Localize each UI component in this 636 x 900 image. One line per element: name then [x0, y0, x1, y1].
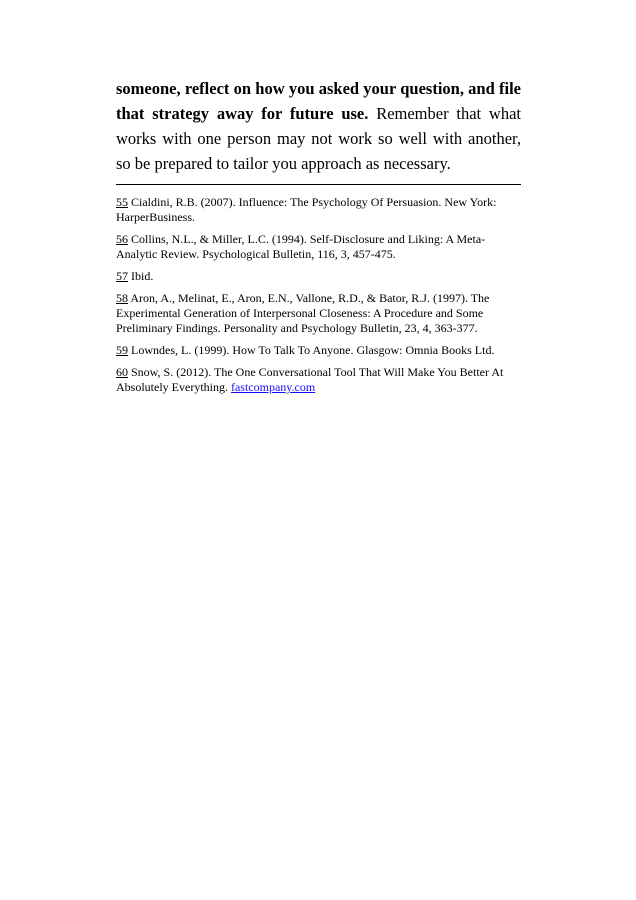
footnotes-list — [116, 195, 521, 395]
fastcompany-link[interactable]: fastcompany.com — [230, 380, 316, 394]
footnote-number-link[interactable]: 60 — [116, 365, 128, 379]
footnote-number-link[interactable]: 55 — [116, 195, 128, 209]
footnote-55 — [116, 195, 521, 225]
footnote-number-link[interactable]: 56 — [116, 232, 128, 246]
footnote-number-link[interactable]: 59 — [116, 343, 128, 357]
footnote-58 — [116, 291, 521, 336]
footnote-60 — [116, 365, 521, 395]
document-page-content — [116, 76, 521, 402]
body-paragraph — [116, 76, 521, 176]
footnote-text: Collins, N.L., & Miller, L.C. (1994). Self-Disclosure and Liking: A Meta-Analytic Review. Psychological Bulletin, 116, 3, 457-475. — [116, 232, 486, 261]
footnote-number-link[interactable]: 57 — [116, 269, 128, 283]
footnote-56 — [116, 232, 521, 262]
footnote-text: Ibid. — [128, 269, 154, 283]
footnote-57 — [116, 269, 521, 284]
footnote-number-link[interactable]: 58 — [116, 291, 128, 305]
footnote-text: Lowndes, L. (1999). How To Talk To Anyone. Glasgow: Omnia Books Ltd. — [128, 343, 495, 357]
body-bold-text: someone, reflect on how you asked your question, and file that strategy away for future use. — [116, 79, 521, 123]
footnote-separator — [116, 184, 521, 185]
footnote-text: Snow, S. (2012). The One Conversational Tool That Will Make You Better At Absolutely Everything. — [116, 365, 504, 394]
body-regular-text: Remember that what works with one person may not work so well with another, so be prepared to tailor you approach as necessary. — [116, 104, 521, 173]
footnote-text: Cialdini, R.B. (2007). Influence: The Psychology Of Persuasion. New York: HarperBusiness. — [116, 195, 497, 224]
footnote-text: Aron, A., Melinat, E., Aron, E.N., Vallone, R.D., & Bator, R.J. (1997). The Experimental Generation of Interpersonal Closeness: A Procedure and Some Preliminary Findings. Personality and Psychology Bulletin, 23, 4, 363-377. — [116, 291, 490, 335]
footnote-59 — [116, 343, 521, 358]
